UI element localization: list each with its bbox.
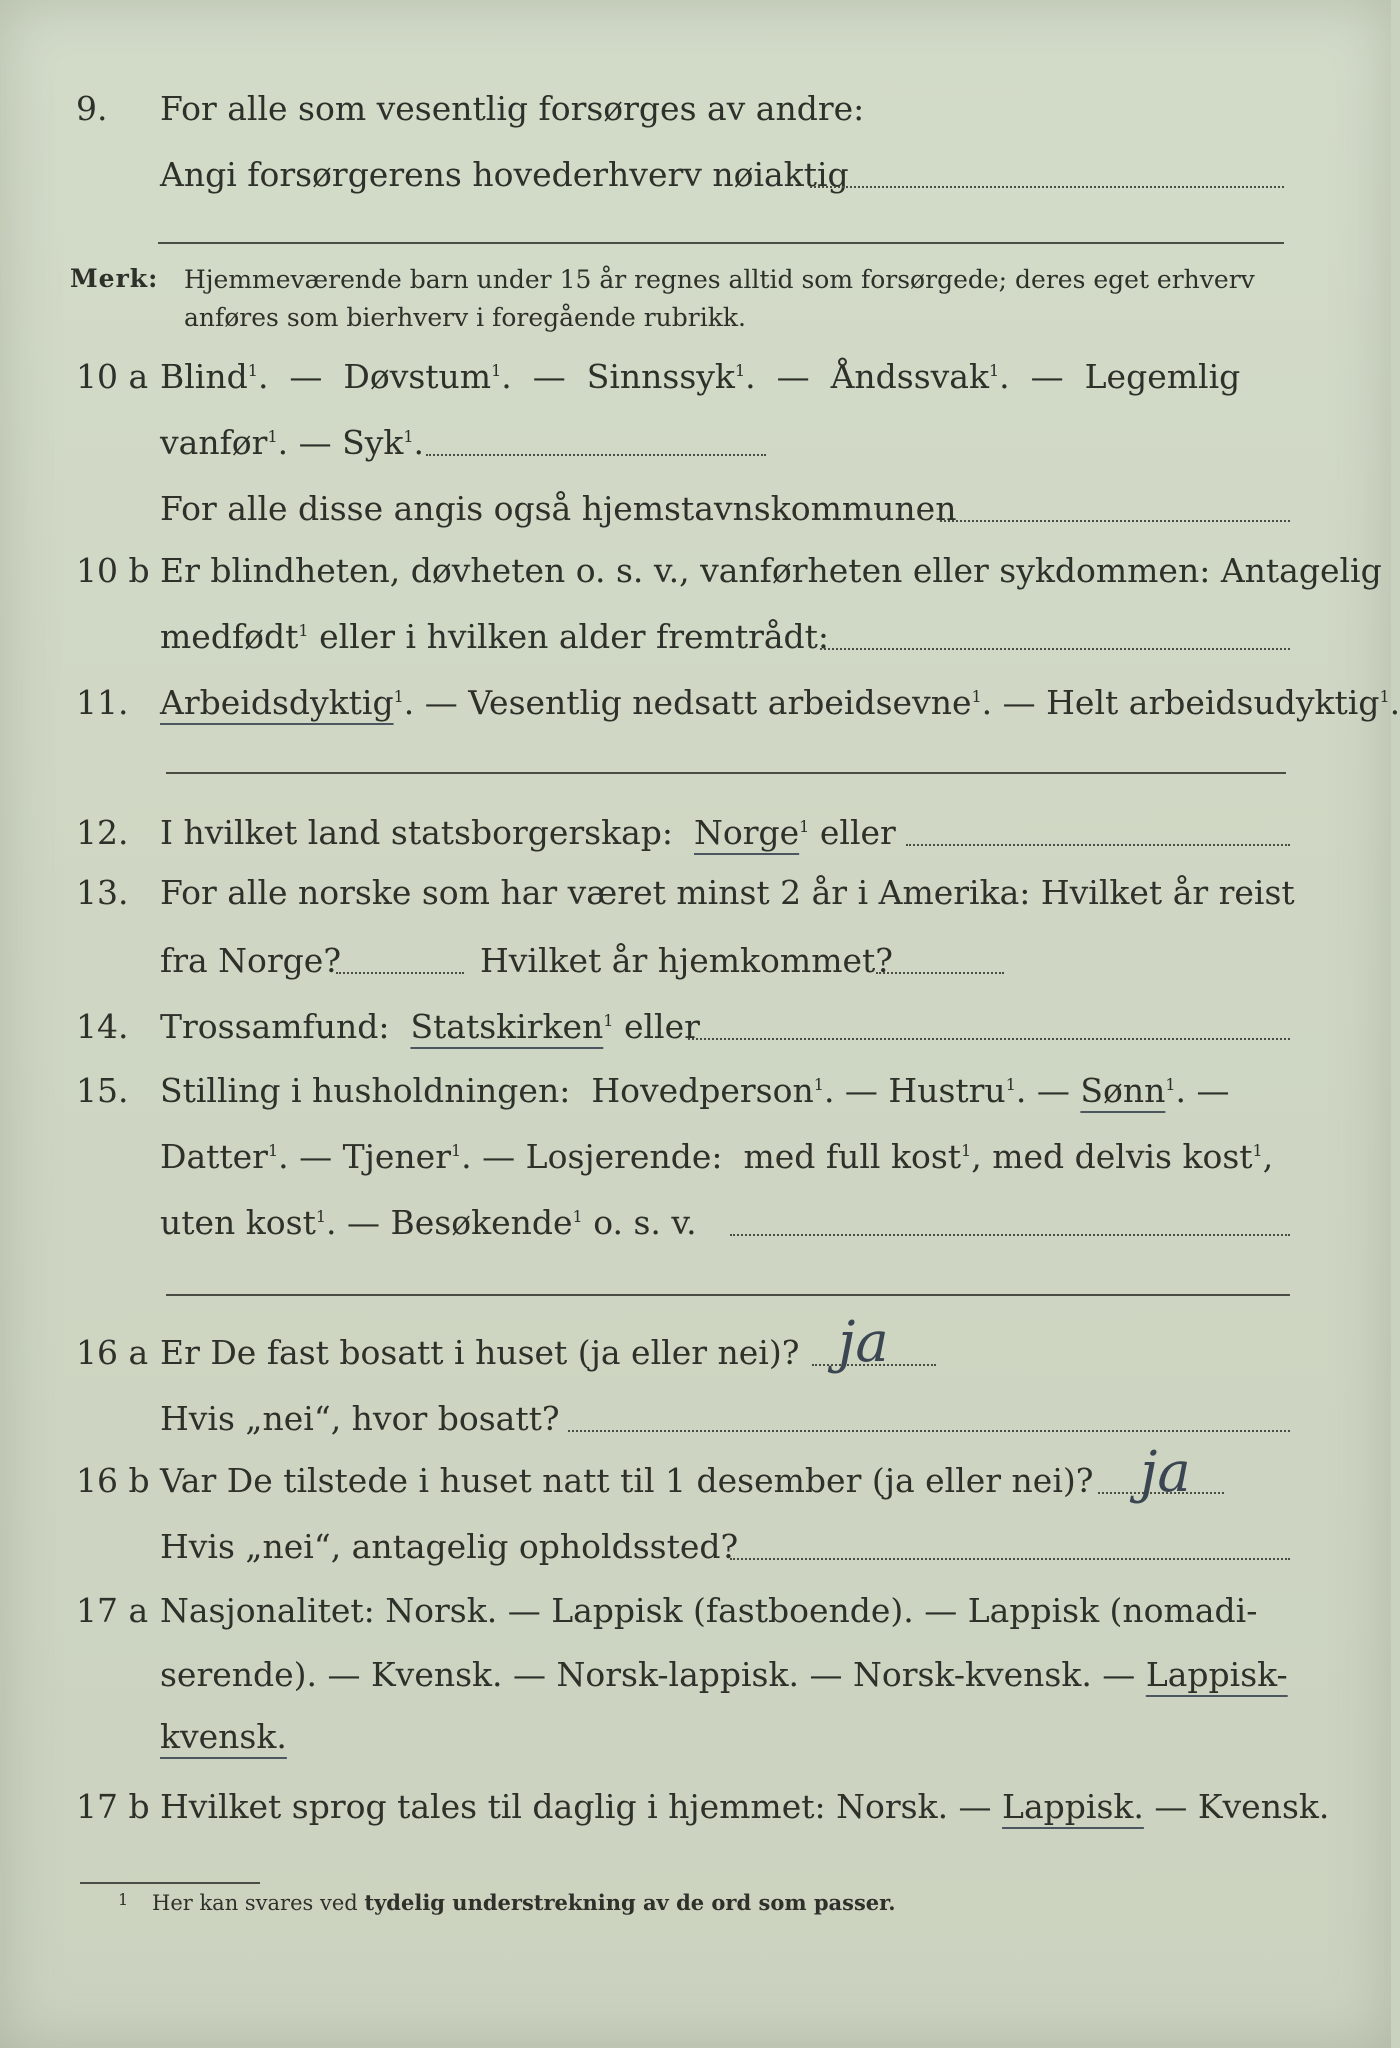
footnote-plain: Her kan svares ved <box>152 1891 358 1915</box>
opt-arbeidsdyktig-selected[interactable]: Arbeidsdyktig <box>160 683 394 722</box>
opt-kvensk: — Kvensk. <box>1154 1787 1330 1826</box>
q15-answer-line[interactable] <box>166 1294 1290 1296</box>
q14-answer-field[interactable] <box>688 1038 1290 1040</box>
q10b-prompt-2: medfødt$^1$ eller i hvilken alder fremtrådt: <box>160 617 830 656</box>
q17a-line2 <box>0 1650 1391 1700</box>
merk-line1: Hjemmeværende barn under 15 år regnes alltid som forsørgede; deres eget erhverv <box>184 265 1255 294</box>
q13-line2 <box>0 936 1391 986</box>
q16a-line1 <box>0 1310 1391 1378</box>
opt-medfodt[interactable]: medfødt <box>160 617 299 656</box>
opt-legemlig[interactable]: Legemlig <box>1084 357 1241 396</box>
q16b-handwritten-answer: ja <box>1140 1440 1191 1505</box>
q11-line <box>0 678 1400 728</box>
q17b-line <box>0 1782 1391 1832</box>
q10a-hjemstavn: For alle disse angis også hjemstavnskommunen <box>160 489 957 528</box>
q10b-alder: eller i hvilken alder fremtrådt: <box>319 617 830 656</box>
q10a-line3 <box>0 484 1391 534</box>
merk-line2: anføres som bierhverv i foregående rubrikk. <box>184 303 746 332</box>
opt-lappisk-kvensk-selected[interactable]: Lappisk- <box>1145 1655 1288 1694</box>
q16b-line1 <box>0 1440 1391 1506</box>
opt-norge-selected[interactable]: Norge <box>694 813 800 852</box>
q17a-kvensk <box>160 1712 287 1762</box>
q12-answer-field[interactable] <box>906 844 1290 846</box>
q10a-options-2: vanfør$^1$. — Syk$^1$. <box>160 423 425 462</box>
q17a-options-text: serende). — Kvensk. — Norsk-lappisk. — Norsk-kvensk. — <box>160 1655 1136 1694</box>
q13-prompt: For alle norske som har været minst 2 år i Amerika: Hvilket år reist <box>160 873 1295 912</box>
q15-number: 15. <box>76 1071 129 1110</box>
opt-delvis-kost[interactable]: med delvis kost <box>992 1137 1253 1176</box>
q13-line1 <box>0 868 1391 918</box>
q12-number: 12. <box>76 813 129 852</box>
q10a-line1 <box>0 352 1391 402</box>
q15-losjerende: Losjerende: <box>525 1137 723 1176</box>
q11-number: 11. <box>76 683 129 722</box>
q12-line <box>0 808 1391 858</box>
q10b-answer-field[interactable] <box>820 648 1290 650</box>
q10a-hjemstavn-field[interactable] <box>940 520 1290 522</box>
opt-lappisk-selected[interactable]: Lappisk. <box>1002 1787 1144 1826</box>
opt-full-kost[interactable]: med full kost <box>743 1137 962 1176</box>
q10b-line2 <box>0 612 1391 662</box>
merk-note <box>0 260 1391 340</box>
q15-lead: Stilling i husholdningen: <box>160 1071 571 1110</box>
q16b-number: 16 b <box>76 1461 150 1500</box>
q10a-answer-field[interactable] <box>426 454 766 456</box>
q16b-opholdssted-field[interactable] <box>730 1558 1290 1560</box>
opt-sonn-selected[interactable]: Sønn <box>1080 1071 1166 1110</box>
q9-line2 <box>0 150 1391 200</box>
q9-prompt-2: Angi forsørgerens hovederhverv nøiaktig <box>160 155 849 194</box>
q17a-line1 <box>0 1586 1391 1636</box>
q12-text: I hvilket land statsborgerskap: <box>160 813 674 852</box>
q13-number: 13. <box>76 873 129 912</box>
footnote <box>0 1888 1391 1928</box>
merk-label: Merk: <box>70 264 159 293</box>
q15-options-3: uten kost$^1$. — Besøkende$^1$ o. s. v. <box>160 1203 697 1242</box>
q15-options-2: Datter$^1$. — Tjener$^1$. — Losjerende: med full kost$^1$, med delvis kost$^1$, <box>160 1137 1274 1176</box>
q12-prompt: I hvilket land statsborgerskap: Norge$^1$ eller <box>160 813 896 852</box>
q13-fra-norge: fra Norge? <box>160 941 342 980</box>
footnote-bold: tydelig understrekning av de ord som passer. <box>364 1890 896 1915</box>
q11-options: Arbeidsdyktig$^1$. — Vesentlig nedsatt arbeidsevne$^1$. — Helt arbeidsudyktig$^1$. <box>160 683 1400 722</box>
q13-hjemkommet-field[interactable] <box>876 972 1004 974</box>
q16b-prompt: Var De tilstede i huset natt til 1 desember (ja eller nei)? <box>160 1461 1094 1500</box>
q17a-options-1: Nasjonalitet: Norsk. — Lappisk (fastboende). — Lappisk (nomadi- <box>160 1591 1258 1630</box>
q15-osv: o. s. v. <box>593 1203 697 1242</box>
q13-hjemkommet: Hvilket år hjemkommet? <box>480 941 893 980</box>
opt-vanfor[interactable]: vanfør <box>160 423 268 462</box>
q14-eller: eller <box>623 1007 700 1046</box>
q14-number: 14. <box>76 1007 129 1046</box>
q9-answer-field[interactable] <box>810 186 1284 188</box>
opt-hovedperson[interactable]: Hovedperson <box>591 1071 814 1110</box>
q15-options-1: Stilling i husholdningen: Hovedperson$^1$. — Hustru$^1$. — Sønn$^1$. — <box>160 1071 1230 1110</box>
footnote-mark: 1 <box>118 1890 129 1909</box>
q14-text: Trossamfund: <box>160 1007 390 1046</box>
q16a-line2 <box>0 1394 1391 1444</box>
q17b-number: 17 b <box>76 1787 150 1826</box>
q10b-prompt: Er blindheten, døvheten o. s. v., vanførheten eller sykdommen: Antagelig <box>160 551 1382 590</box>
q17b-options <box>160 1782 1329 1832</box>
q11-answer-line[interactable] <box>166 772 1286 774</box>
q16b-prompt-2: Hvis „nei“, antagelig opholdssted? <box>160 1527 739 1566</box>
q17a-line3 <box>0 1712 1391 1762</box>
q16a-number: 16 a <box>76 1333 149 1372</box>
q16a-handwritten-answer: ja <box>838 1310 889 1375</box>
opt-besokende[interactable]: Besøkende <box>390 1203 573 1242</box>
opt-uten-kost[interactable]: uten kost <box>160 1203 316 1242</box>
opt-hustru[interactable]: Hustru <box>888 1071 1006 1110</box>
q10a-number: 10 a <box>76 357 149 396</box>
q14-prompt: Trossamfund: Statskirken$^1$ eller <box>160 1007 700 1046</box>
opt-andssvak[interactable]: Åndssvak <box>830 357 989 396</box>
q10a-options-1: Blind$^1$. — Døvstum$^1$. — Sinnssyk$^1$. — Åndssvak$^1$. — Legemlig <box>160 357 1241 396</box>
opt-datter[interactable]: Datter <box>160 1137 268 1176</box>
opt-tjener[interactable]: Tjener <box>342 1137 451 1176</box>
q10a-line2 <box>0 418 1391 468</box>
q16a-prompt-2: Hvis „nei“, hvor bosatt? <box>160 1399 560 1438</box>
q10b-number: 10 b <box>76 551 150 590</box>
q13-reist-field[interactable] <box>336 972 464 974</box>
opt-lappisk-kvensk-cont[interactable]: kvensk. <box>160 1717 287 1756</box>
q16a-bosatt-field[interactable] <box>568 1430 1290 1432</box>
opt-syk[interactable]: Syk <box>342 423 404 462</box>
opt-blind[interactable]: Blind <box>160 357 248 396</box>
opt-dovstum[interactable]: Døvstum <box>343 357 492 396</box>
footnote-rule <box>80 1882 260 1884</box>
q9-number: 9. <box>76 89 108 128</box>
opt-nedsatt[interactable]: Vesentlig nedsatt arbeidsevne <box>468 683 972 722</box>
q15-line2 <box>0 1132 1391 1182</box>
q9-answer-line[interactable] <box>158 242 1284 244</box>
q10b-line1 <box>0 546 1391 596</box>
q15-line3 <box>0 1198 1391 1248</box>
q17a-number: 17 a <box>76 1591 149 1630</box>
q12-eller: eller <box>819 813 896 852</box>
q17b-lead: Hvilket sprog tales til daglig i hjemmet: Norsk. — <box>160 1787 992 1826</box>
q15-line1 <box>0 1066 1391 1116</box>
q15-answer-field[interactable] <box>730 1234 1290 1236</box>
q9-prompt: For alle som vesentlig forsørges av andre: <box>160 89 865 128</box>
q16a-prompt: Er De fast bosatt i huset (ja eller nei)? <box>160 1333 800 1372</box>
q14-line <box>0 1002 1391 1052</box>
opt-udyktig[interactable]: Helt arbeidsudyktig <box>1046 683 1380 722</box>
q16b-line2 <box>0 1522 1391 1572</box>
opt-statskirken-selected[interactable]: Statskirken <box>410 1007 604 1046</box>
q9-line1 <box>0 84 1391 134</box>
footnote-text <box>152 1888 896 1918</box>
q17a-options-2 <box>160 1650 1288 1700</box>
opt-sinnssyk[interactable]: Sinnssyk <box>586 357 735 396</box>
